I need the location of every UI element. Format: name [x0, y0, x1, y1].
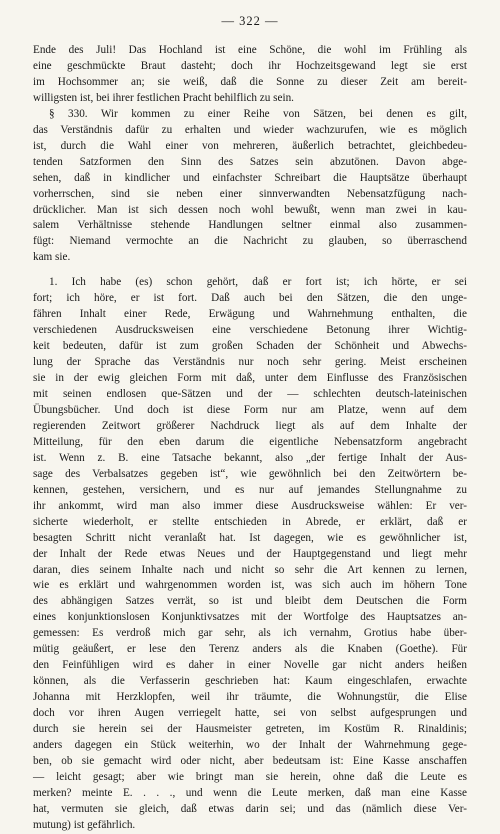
- text-line: sage des Verbalsatzes gegeben ist“, wie gewöhnlich bei den Zeitwörtern be-: [33, 467, 467, 480]
- text-line: eines konjunktionslosen Konjunktivsatzes mit der Wortfolge des Hauptsatzes an-: [33, 611, 467, 624]
- text-line: kennen, gestehen, versichern, und es nur auf jemandes Stellungnahme zu: [33, 483, 467, 496]
- text-line: Mitteilung, für den eben darum die eigentliche Nebensatzform angebracht: [33, 435, 467, 448]
- text-line: keit bedeuten, dafür ist zum großen Schaden der Schönheit und Abwechs-: [33, 340, 467, 353]
- text-line: besagten Schritt nicht veranlaßt hat. Ist dagegen, wie es gewöhnlicher ist,: [33, 531, 467, 544]
- text-line: regierenden Zeitwort größerer Nachdruck liegt als auf dem Inhalte der: [33, 419, 467, 432]
- text-line: sicherte wiederholt, er stellte entschieden in Abrede, er erklärt, daß er: [33, 515, 467, 528]
- text-line: ben, ob sie gemacht wird oder nicht, aber bedeutsam ist: Eine Kasse anschaffen: [33, 754, 467, 767]
- text-line: verschiedenen Ausdrucksweisen eine verschiedene Betonung ihrer Wichtig-: [33, 324, 467, 337]
- text-line: fügt: Niemand vermochte an die Nachricht zu glauben, so überraschend: [33, 235, 467, 248]
- text-line: anders dagegen ein Stück weiterhin, wo der Inhalt der Wahrnehmung gege-: [33, 738, 467, 751]
- text-line: 1. Ich habe (es) schon gehört, daß er fort ist; ich hörte, er sei: [49, 276, 467, 289]
- text-line: mutung) ist gefährlich.: [33, 818, 136, 831]
- text-line: § 330. Wir kommen zu einer Reihe von Sätzen, bei denen es gilt,: [49, 107, 467, 120]
- text-line: im Hochsommer an; sie weiß, daß die Sonne zu dieser Zeit am bereit-: [33, 75, 467, 88]
- text-line: fähren Inhalt einer Rede, Erwägung und Wahrnehmung enthalten, die: [33, 308, 467, 321]
- text-line: salem Verhältnisse stehende Handlungen seltner einmal also zusammen-: [33, 219, 467, 232]
- text-line: tenden Satzformen den Sinn des Satzes sein abzutönen. Davon abge-: [33, 155, 467, 168]
- text-line: des abhängigen Satzes verrät, so ist und bleibt dem Deutschen die Form: [33, 595, 467, 608]
- text-line: Ende des Juli! Das Hochland ist eine Schöne, die wohl im Frühling als: [33, 44, 467, 56]
- text-line: können, als die Verfasserin geschrieben hat: Kaum eingeschlafen, erwachte: [33, 675, 467, 688]
- text-line: fort; ich höre, er ist fort. Daß auch bei den Sätzen, die den unge-: [33, 292, 467, 305]
- text-line: eine geschmückte Braut dasteht; doch ihr Hochzeitsgewand legt sie erst: [33, 59, 467, 72]
- text-line: gemessen: Es verdroß mich gar sehr, als ich vernahm, Grotius habe über-: [33, 627, 467, 640]
- text-line: — leicht gesagt; aber wie bringt man sie herein, ohne daß die Leute es: [33, 770, 467, 783]
- text-line: willigsten ist, bei ihrer festlichen Pracht behilflich zu sein.: [33, 91, 294, 104]
- text-line: ist, durch die Wahl einer von mehreren, äußerlich betrachtet, gleichbedeu-: [33, 139, 467, 152]
- text-line: drücklicher. Man ist sich dessen noch wohl bewußt, wenn man zwei in kau-: [33, 203, 467, 216]
- paragraph-section-1: [33, 275, 467, 833]
- paragraph-330: [33, 107, 467, 267]
- text-line: kam sie.: [33, 251, 71, 264]
- text-line: sehen, daß in kindlicher und einfachster Schreibart die Hauptsätze überhaupt: [33, 171, 467, 184]
- text-line: Johanna mit Herzklopfen, weil ihr träumte, die Wohnungstür, die Elise: [33, 691, 467, 704]
- text-line: daran, dies seinem Inhalte nach und nicht so sehr die Art kennen zu lernen,: [33, 563, 467, 576]
- text-line: hat, vermuten sie gleich, daß etwas darin sei; und das (nämlich diese Ver-: [33, 802, 467, 815]
- text-line: sie in der ewig gleichen Form mit daß, unter dem Einflusse des Französischen: [33, 372, 467, 385]
- text-line: mütig geäußert, er lese den Terenz anders als die Knaben (Goethe). Für: [33, 643, 467, 656]
- text-line: lung der Sprache das Verständnis nur noch sehr gering. Meist erscheinen: [33, 356, 467, 369]
- text-line: vorherrschen, sind sie neben einer sinnverwandten Nebensatzfügung nach-: [33, 187, 467, 200]
- text-line: durch sie herein sei der Hausmeister getreten, im Kostüm R. Rinaldinis;: [33, 723, 467, 736]
- text-line: ihr ankommt, wird man also immer diese Ausdrucksweise wählen: Er ver-: [33, 499, 467, 512]
- page-number-header: — 322 —: [221, 14, 279, 28]
- text-line: mit seinen endlosen que-Sätzen und der — schlechten deutsch-lateinischen: [33, 388, 467, 401]
- paragraph-gap: [33, 266, 467, 275]
- text-line: doch vor ihren Augen verriegelt hatte, sei von selbst aufgesprungen und: [33, 707, 467, 720]
- text-line: das Verständnis dafür zu erhalten und wieder wachzurufen, wie es möglich: [33, 123, 467, 136]
- paragraph-1: [33, 43, 467, 107]
- text-line: merken? meinte E. . . ., und wenn die Leute merken, daß man eine Kasse: [33, 786, 467, 799]
- text-line: ist. Wenn z. B. eine Tatsache bekannt, also „der fertige Inhalt der Aus-: [33, 451, 467, 464]
- text-line: der Inhalt der Rede etwas Neues und der Hauptgegenstand und liegt mehr: [33, 547, 467, 560]
- text-line: wie es erklärt und wahrgenommen worden ist, was sich auch im höhern Tone: [33, 579, 467, 592]
- text-line: den Feinfühligen wird es daher in einer Novelle gar nicht anders heißen: [33, 659, 467, 672]
- text-line: Übungsbücher. Und doch ist diese Form nur am Platze, wenn auf dem: [33, 403, 467, 416]
